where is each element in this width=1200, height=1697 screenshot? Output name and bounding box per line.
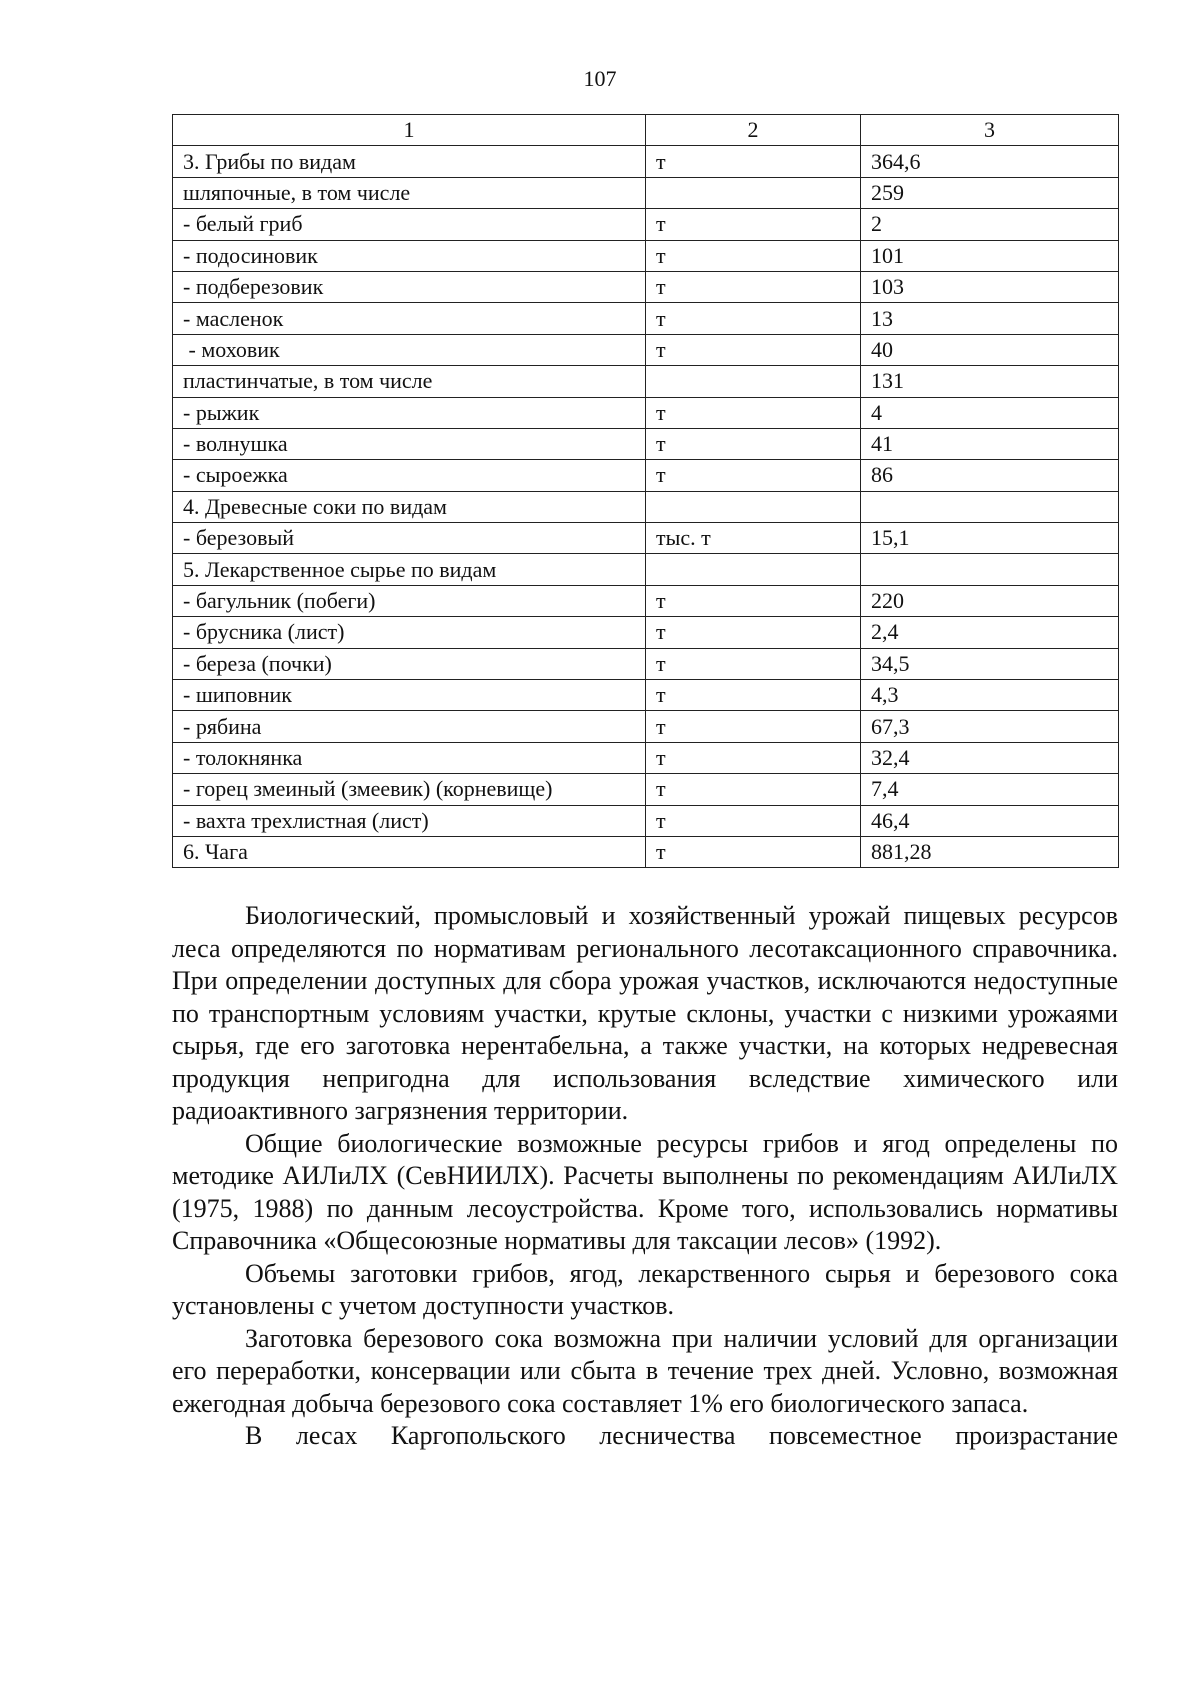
unit-cell bbox=[646, 366, 861, 397]
unit-cell: т bbox=[646, 680, 861, 711]
table-row bbox=[173, 711, 1119, 742]
resources-table bbox=[172, 114, 1119, 868]
value-cell: 103 bbox=[861, 271, 1119, 302]
resource-name-cell: пластинчатые, в том числе bbox=[173, 366, 646, 397]
unit-cell bbox=[646, 491, 861, 522]
resource-name-cell: - волнушка bbox=[173, 428, 646, 459]
resource-name-cell: - подберезовик bbox=[173, 271, 646, 302]
value-cell: 7,4 bbox=[861, 774, 1119, 805]
table-row bbox=[173, 491, 1119, 522]
value-cell bbox=[861, 554, 1119, 585]
table-body bbox=[173, 146, 1119, 868]
value-cell: 34,5 bbox=[861, 648, 1119, 679]
table-row bbox=[173, 617, 1119, 648]
table-row bbox=[173, 240, 1119, 271]
unit-cell: т bbox=[646, 146, 861, 177]
resource-name-cell: - вахта трехлистная (лист) bbox=[173, 805, 646, 836]
unit-cell: т bbox=[646, 648, 861, 679]
table-row bbox=[173, 334, 1119, 365]
column-header-1: 1 bbox=[173, 115, 646, 146]
table-row bbox=[173, 177, 1119, 208]
body-text bbox=[172, 900, 1118, 1453]
value-cell: 220 bbox=[861, 585, 1119, 616]
table-row bbox=[173, 836, 1119, 867]
resource-name-cell: - березовый bbox=[173, 523, 646, 554]
value-cell: 41 bbox=[861, 428, 1119, 459]
value-cell: 101 bbox=[861, 240, 1119, 271]
unit-cell bbox=[646, 554, 861, 585]
unit-cell: т bbox=[646, 271, 861, 302]
value-cell: 46,4 bbox=[861, 805, 1119, 836]
table-row bbox=[173, 366, 1119, 397]
column-header-3: 3 bbox=[861, 115, 1119, 146]
paragraph-methodology: Общие биологические возможные ресурсы грибов и ягод определены по методике АИЛиЛХ (СевНИИЛХ). Расчеты выполнены по рекомендациям АИЛиЛХ (1975, 1988) по данным лесоустройства. Кроме того, использовались нормативы Справочника «Общесоюзные нормативы для таксации лесов» (1992). bbox=[172, 1128, 1118, 1255]
unit-cell: т bbox=[646, 742, 861, 773]
resource-name-cell: - береза (почки) bbox=[173, 648, 646, 679]
value-cell: 2,4 bbox=[861, 617, 1119, 648]
unit-cell: т bbox=[646, 303, 861, 334]
table-row bbox=[173, 460, 1119, 491]
table-row bbox=[173, 805, 1119, 836]
unit-cell: т bbox=[646, 585, 861, 616]
paragraph-kargopol-forests: В лесах Каргопольского лесничества повсеместное произрастание bbox=[245, 1421, 1118, 1450]
resource-name-cell: - масленок bbox=[173, 303, 646, 334]
value-cell: 67,3 bbox=[861, 711, 1119, 742]
unit-cell: т bbox=[646, 240, 861, 271]
value-cell bbox=[861, 491, 1119, 522]
paragraph-harvest-volumes: Объемы заготовки грибов, ягод, лекарственного сырья и березового сока установлены с учетом доступности участков. bbox=[172, 1258, 1118, 1320]
value-cell: 364,6 bbox=[861, 146, 1119, 177]
unit-cell: т bbox=[646, 617, 861, 648]
resource-name-cell: 5. Лекарственное сырье по видам bbox=[173, 554, 646, 585]
table-header-row bbox=[173, 115, 1119, 146]
resource-name-cell: - брусника (лист) bbox=[173, 617, 646, 648]
table-row bbox=[173, 146, 1119, 177]
table-row bbox=[173, 648, 1119, 679]
value-cell: 15,1 bbox=[861, 523, 1119, 554]
table-row bbox=[173, 774, 1119, 805]
resource-name-cell: шляпочные, в том числе bbox=[173, 177, 646, 208]
value-cell: 32,4 bbox=[861, 742, 1119, 773]
unit-cell: т bbox=[646, 836, 861, 867]
value-cell: 86 bbox=[861, 460, 1119, 491]
resource-name-cell: 3. Грибы по видам bbox=[173, 146, 646, 177]
table-row bbox=[173, 428, 1119, 459]
column-header-2: 2 bbox=[646, 115, 861, 146]
value-cell: 259 bbox=[861, 177, 1119, 208]
unit-cell: т bbox=[646, 334, 861, 365]
resource-name-cell: - горец змеиный (змеевик) (корневище) bbox=[173, 774, 646, 805]
resource-name-cell: - моховик bbox=[173, 334, 646, 365]
unit-cell: тыс. т bbox=[646, 523, 861, 554]
resource-name-cell: 4. Древесные соки по видам bbox=[173, 491, 646, 522]
table-row bbox=[173, 271, 1119, 302]
unit-cell bbox=[646, 177, 861, 208]
unit-cell: т bbox=[646, 774, 861, 805]
unit-cell: т bbox=[646, 209, 861, 240]
paragraph-birch-sap: Заготовка березового сока возможна при наличии условий для организации его переработки, консервации или сбыта в течение трех дней. Условно, возможная ежегодная добыча березового сока составляет 1% его биологического запаса. bbox=[172, 1323, 1118, 1418]
paragraph-harvest-norms: Биологический, промысловый и хозяйственный урожай пищевых ресурсов леса определяются по нормативам регионального лесотаксационного справочника. При определении доступных для сбора урожая участков, исключаются недоступные по транспортным условиям участки, крутые склоны, участки с низкими урожаями сырья, где его заготовка нерентабельна, а также участки, на которых недревесная продукция непригодна для использования вследствие химического или радиоактивного загрязнения территории. bbox=[172, 901, 1118, 1125]
page-number: 107 bbox=[583, 66, 617, 91]
resource-name-cell: - шиповник bbox=[173, 680, 646, 711]
table-row bbox=[173, 397, 1119, 428]
value-cell: 2 bbox=[861, 209, 1119, 240]
value-cell: 13 bbox=[861, 303, 1119, 334]
value-cell: 4,3 bbox=[861, 680, 1119, 711]
value-cell: 131 bbox=[861, 366, 1119, 397]
resource-name-cell: - толокнянка bbox=[173, 742, 646, 773]
unit-cell: т bbox=[646, 460, 861, 491]
table-row bbox=[173, 523, 1119, 554]
resource-name-cell: - багульник (побеги) bbox=[173, 585, 646, 616]
resource-name-cell: - сыроежка bbox=[173, 460, 646, 491]
table-row bbox=[173, 742, 1119, 773]
value-cell: 881,28 bbox=[861, 836, 1119, 867]
resource-name-cell: - рябина bbox=[173, 711, 646, 742]
resource-name-cell: - белый гриб bbox=[173, 209, 646, 240]
table-row bbox=[173, 680, 1119, 711]
table-row bbox=[173, 554, 1119, 585]
resource-name-cell: - рыжик bbox=[173, 397, 646, 428]
unit-cell: т bbox=[646, 805, 861, 836]
unit-cell: т bbox=[646, 711, 861, 742]
resource-name-cell: - подосиновик bbox=[173, 240, 646, 271]
value-cell: 4 bbox=[861, 397, 1119, 428]
table-row bbox=[173, 585, 1119, 616]
table-row bbox=[173, 209, 1119, 240]
unit-cell: т bbox=[646, 397, 861, 428]
unit-cell: т bbox=[646, 428, 861, 459]
value-cell: 40 bbox=[861, 334, 1119, 365]
resource-name-cell: 6. Чага bbox=[173, 836, 646, 867]
table-row bbox=[173, 303, 1119, 334]
